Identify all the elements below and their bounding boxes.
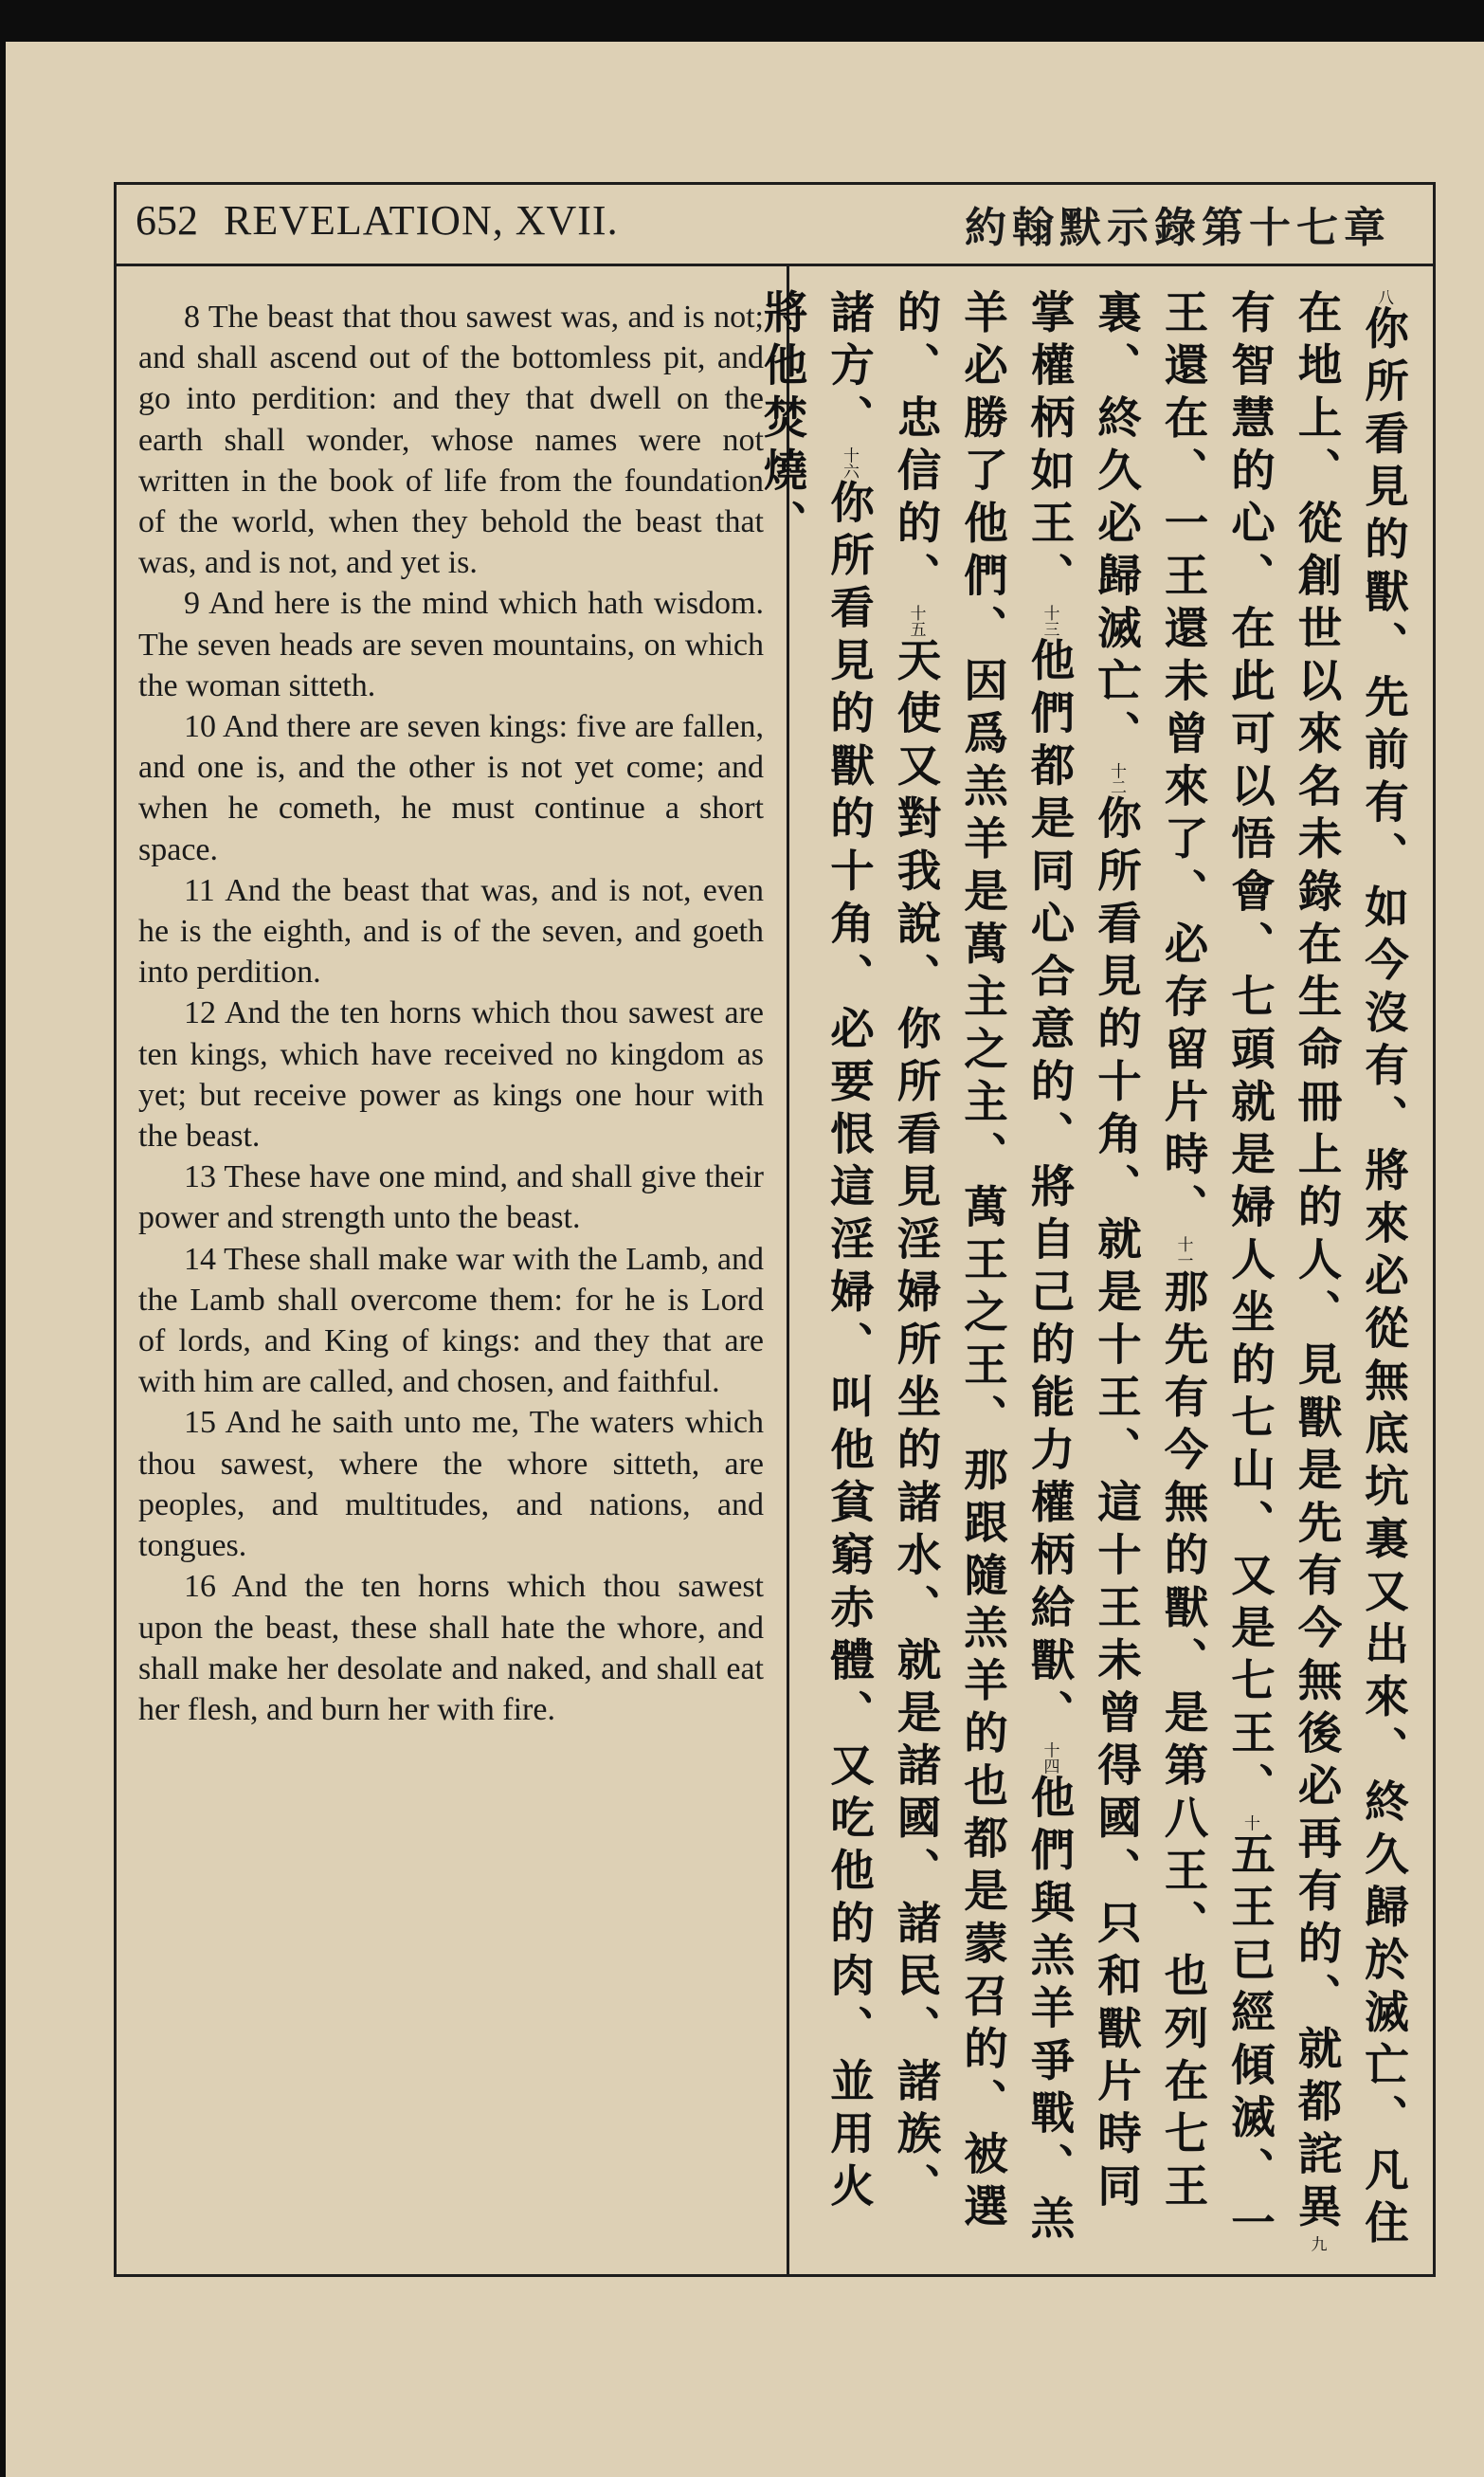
verse-mark: 八: [1374, 289, 1393, 305]
verse-mark: 十一: [1173, 1236, 1193, 1268]
header-rule: [114, 264, 1436, 266]
verse-11: 11 And the beast that was, and is not, even he is the eighth, and is of the seven, and goeth into perdition.: [138, 872, 764, 991]
chinese-verse-15: 天使又對我說、你所看見淫婦所坐的諸水、就是諸國、諸民、諸族、諸方、: [823, 289, 942, 2215]
verse-15: 15 And he saith unto me, The waters which thou sawest, where the whore sitteth, are peoples, and multitudes, and nations, and tongues.: [138, 1405, 764, 1564]
chinese-verse-12: 你所看見的十角、就是十王、這十王未曾得國、只和獸片時同掌權柄如王、: [1023, 289, 1142, 2215]
verse-14: 14 These shall make war with the Lamb, and the Lamb shall overcome them: for he is Lord of lords, and King of kings: and they that are with him are called, and chosen, and faithful.: [138, 1241, 764, 1400]
chinese-verse-11: 那先有今無的獸、是第八王、也列在七王裏、終久必歸滅亡、: [1091, 289, 1209, 2215]
page-number: 652: [136, 197, 198, 244]
verse-8: 8 The beast that thou sawest was, and is not; and shall ascend out of the bottomless pit, and go into perdition: and they that dwell on the earth shall wonder, whose names were not written in the book of life from the foundation of the world, when they behold the beast that was, and is not, and yet is.: [138, 300, 764, 581]
verse-12: 12 And the ten horns which thou sawest are ten kings, which have received no kingdom as yet; but receive power as kings one hour with the beast.: [138, 995, 764, 1155]
english-column: [138, 297, 764, 1730]
verse-10: 10 And there are seven kings: five are fallen, and one is, and the other is not yet come; and when he cometh, he must continue a short space.: [138, 709, 764, 867]
verse-mark: 十五: [906, 605, 926, 637]
column-divider: [787, 265, 789, 2277]
verse-16: 16 And the ten horns which thou sawest upon the beast, these shall hate the whore, and shall make her desolate and naked, and shall eat her flesh, and burn her with fire.: [138, 1569, 764, 1727]
chinese-page-title: 約翰默示錄第十七章: [965, 204, 1391, 252]
verse-13: 13 These have one mind, and shall give their power and strength unto the beast.: [138, 1159, 764, 1236]
verse-mark: 十三: [1040, 605, 1059, 637]
chinese-verse-13: 他們都是同心合意的、將自己的能力權柄給獸、: [1023, 637, 1076, 1742]
verse-9: 9 And here is the mind which hath wisdom. The seven heads are seven mountains, on which the woman sitteth.: [138, 586, 764, 703]
chinese-verse-8: 你所看見的獸、先前有、如今沒有、將來必從無底坑裏又出來、終久歸於滅亡、凡住在地上、從創世以來名未錄在生命冊上的人、見獸是先有今無後必再有的、就都詫異: [1291, 289, 1409, 2252]
verse-mark: 十四: [1040, 1741, 1059, 1775]
chinese-verse-16: 你所看見的獸的十角、必要恨這淫婦、叫他貧窮赤體、又吃他的肉、並用火將他焚燒、: [756, 289, 875, 2215]
verse-mark: 十六: [840, 446, 859, 480]
chinese-verse-14: 他們與羔羊爭戰、羔羊必勝了他們、因爲羔羊是萬主之主、萬王之王、那跟隨羔羊的也都是蒙召的、被選的、忠信的、: [890, 289, 1076, 2248]
verse-mark: 十二: [1107, 762, 1126, 795]
chinese-verse-10: 五王已經傾滅、一王還在、一王還未曾來了、必存留片時、: [1157, 289, 1276, 2252]
verse-mark: 十: [1240, 1814, 1259, 1831]
chinese-column: [756, 289, 1417, 2261]
chinese-verse-9: 有智慧的心、在此可以悟會、七頭就是婦人坐的七山、又是七王、: [1224, 289, 1276, 1815]
verse-mark: 九: [1307, 2235, 1327, 2252]
page-title: REVELATION, XVII.: [224, 197, 619, 244]
